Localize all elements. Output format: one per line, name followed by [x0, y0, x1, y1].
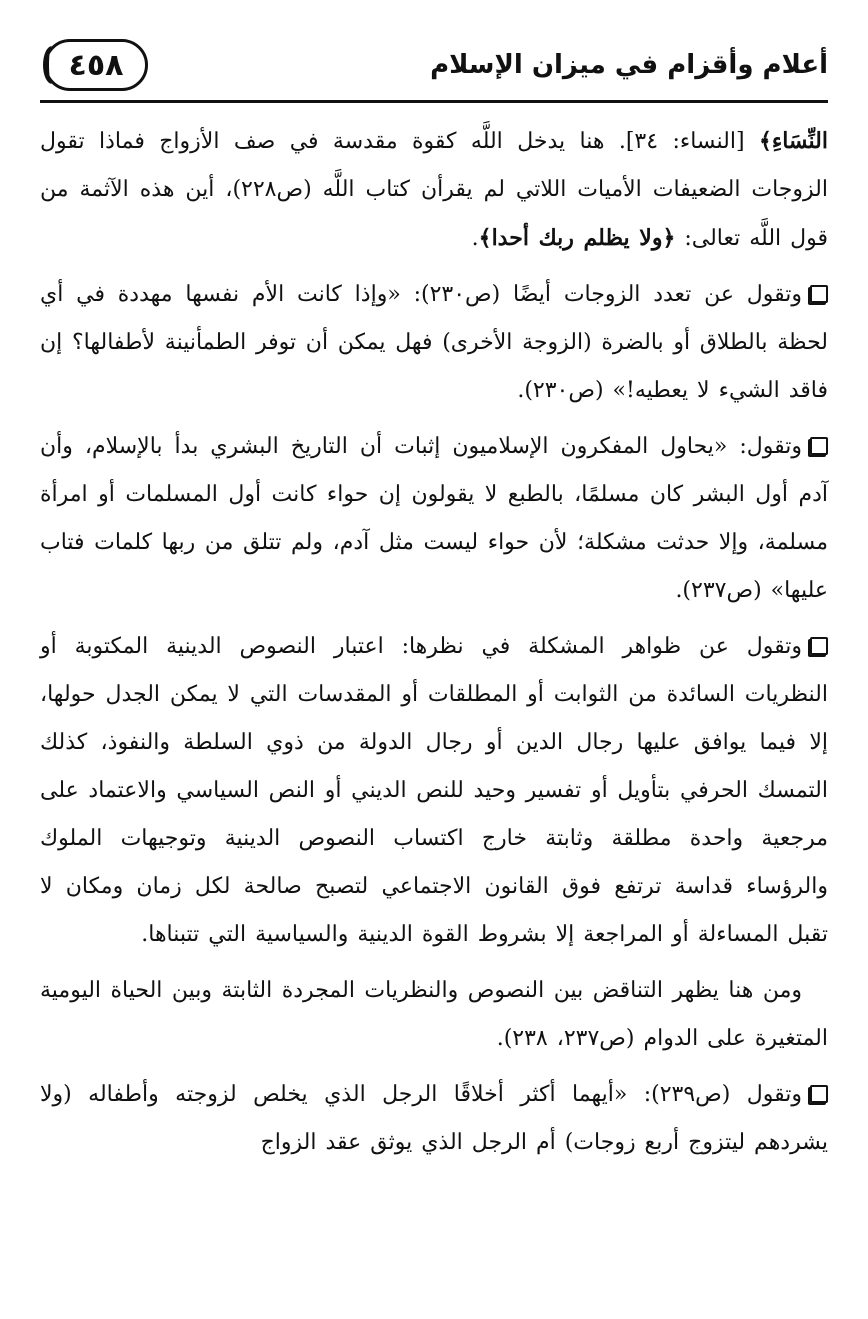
- text-segment: .: [471, 226, 479, 251]
- paragraph-6: [40, 1071, 828, 1167]
- page-number: ٤٥٨: [44, 39, 148, 91]
- text-segment: [النساء: ٣٤]. هنا يدخل اللَّه كقوة مقدسة في صف الأزواج فماذا تقول الزوجات الضعيفات الأميات اللاتي لم يقرأن كتاب اللَّه (ص٢٢٨)، أين هذه الآثمة من قول اللَّه تعالى:: [40, 129, 828, 251]
- paragraph-2: [40, 271, 828, 415]
- paragraph-4: [40, 623, 828, 959]
- page-header: [40, 30, 828, 103]
- quran-quote: ﴿ولا يظلم ربك أحدا﴾: [478, 225, 676, 251]
- quran-quote-end: النِّسَاءِ﴾: [758, 128, 828, 154]
- paragraph-3: [40, 423, 828, 615]
- paragraph-5: [40, 967, 828, 1063]
- text-segment: وتقول: «يحاول المفكرون الإسلاميون إثبات أن التاريخ البشري بدأ بالإسلام، وأن آدم أول البشر كان مسلمًا، بالطبع لا يقولون إن حواء كانت أول المسلمات أو امرأة مسلمة، وإلا حدثت مشكلة؛ لأن حواء ليست مثل آدم، ولم تتلق من ربها كلمات فتاب عليها» (ص٢٣٧).: [40, 434, 828, 603]
- text-segment: وتقول عن ظواهر المشكلة في نظرها: اعتبار النصوص الدينية المكتوبة أو النظريات السائدة من الثوابت أو المطلقات أو المقدسات التي لا يمكن الجدل حولها، إلا فيما يوافق عليها رجال الدين أو رجال الدولة من ذوي السلطة والنفوذ، كذلك التمسك الحرفي بتأويل أو تفسير وحيد للنص الديني أو النص السياسي والاعتماد على مرجعية واحدة مطلقة وثابتة خارج اكتساب النصوص الدينية وتوجيهات الملوك والرؤساء قداسة ترتفع فوق القانون الاجتماعي لتصبح صالحة لكل زمان ومكان لا تقبل المساءلة أو المراجعة إلا بشروط القوة الدينية والسياسية التي تتبناها.: [40, 634, 828, 947]
- text-segment: وتقول (ص٢٣٩): «أيهما أكثر أخلاقًا الرجل الذي يخلص لزوجته وأطفاله (ولا يشردهم ليتزوج أربع زوجات) أم الرجل الذي يوثق عقد الزواج: [40, 1082, 828, 1155]
- paragraph-marker-icon: [810, 1085, 828, 1103]
- paragraph-1: [40, 117, 828, 263]
- text-segment: ومن هنا يظهر التناقض بين النصوص والنظريات المجردة الثابتة وبين الحياة اليومية المتغيرة على الدوام (ص٢٣٧، ٢٣٨).: [40, 978, 828, 1051]
- paragraph-marker-icon: [810, 285, 828, 303]
- book-page: [40, 30, 828, 1290]
- body-text: [40, 117, 828, 1167]
- paragraph-marker-icon: [810, 437, 828, 455]
- paragraph-marker-icon: [810, 637, 828, 655]
- text-segment: وتقول عن تعدد الزوجات أيضًا (ص٢٣٠): «وإذا كانت الأم نفسها مهددة في أي لحظة بالطلاق أو بالضرة (الزوجة الأخرى) فهل يمكن أن توفر الطمأنينة لأطفالها؟ إن فاقد الشيء لا يعطيه!» (ص٢٣٠).: [40, 282, 828, 403]
- running-title: أعلام وأقزام في ميزان الإسلام: [430, 50, 828, 80]
